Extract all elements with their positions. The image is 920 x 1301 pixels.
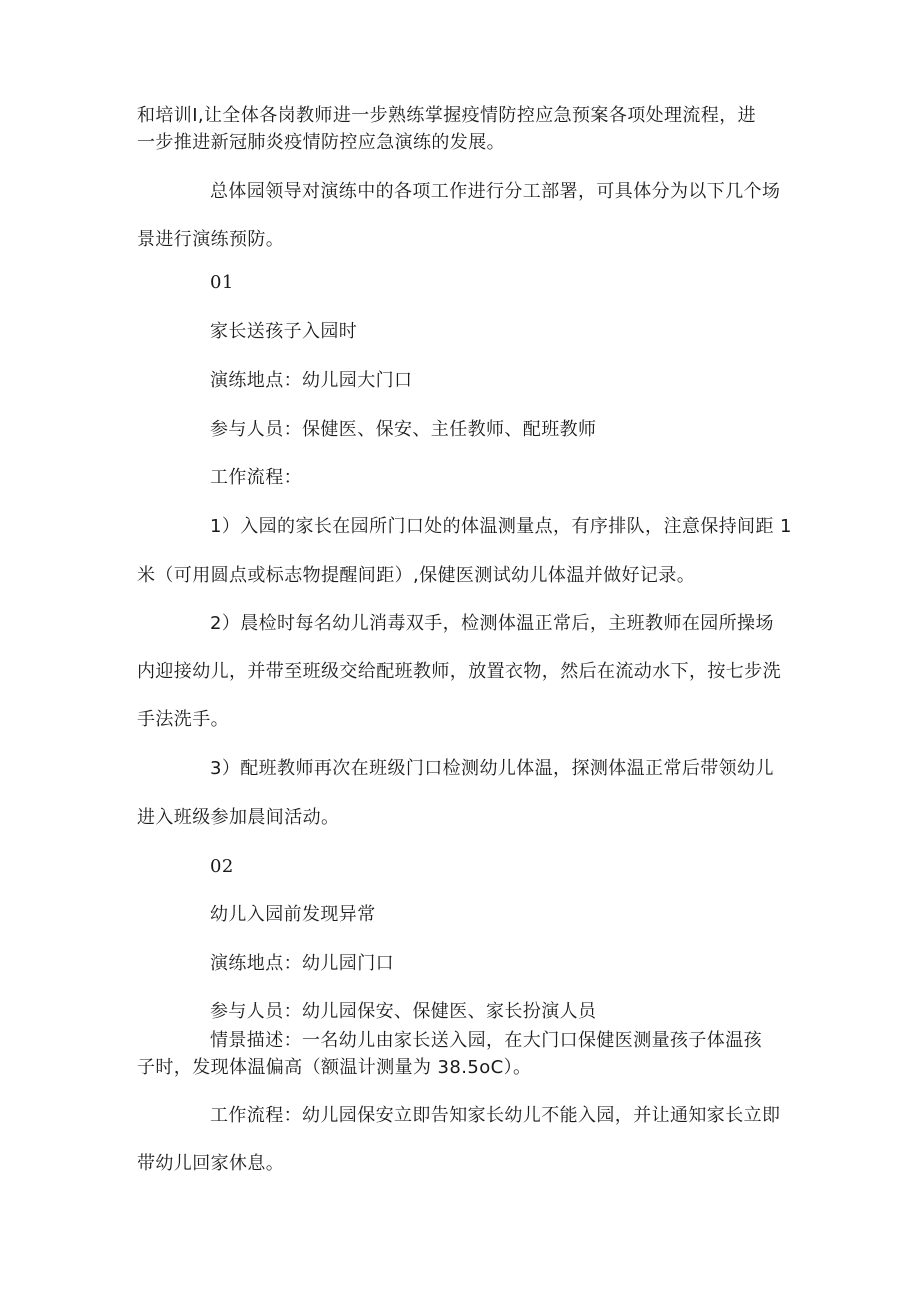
section-2-participants: 参与人员：幼儿园保安、保健医、家长扮演人员: [210, 1001, 597, 1022]
section-1-step-2-line-3: 手法洗手。: [137, 709, 229, 730]
section-1-workflow-label: 工作流程：: [210, 467, 302, 488]
section-1-location: 演练地点：幼儿园大门口: [210, 370, 413, 391]
section-2-workflow-line-1: 工作流程：幼儿园保安立即告知家长幼儿不能入园，并让通知家长立即: [210, 1105, 781, 1126]
section-2-workflow-line-2: 带幼儿回家休息。: [137, 1153, 285, 1174]
intro-line-2: 一步推进新冠肺炎疫情防控应急演练的发展。: [137, 132, 505, 153]
section-1-participants: 参与人员：保健医、保安、主任教师、配班教师: [210, 419, 597, 440]
section-1-step-2-line-2: 内迎接幼儿，并带至班级交给配班教师，放置衣物，然后在流动水下，按七步洗: [137, 661, 781, 682]
section-1-title: 家长送孩子入园时: [210, 321, 358, 342]
section-2-location: 演练地点：幼儿园门口: [210, 953, 394, 974]
section-2-scene-line-1: 情景描述：一名幼儿由家长送入园，在大门口保健医测量孩子体温孩: [210, 1030, 762, 1051]
section-2-title: 幼儿入园前发现异常: [210, 904, 376, 925]
summary-line-2: 景进行演练预防。: [137, 229, 285, 250]
section-1-number: 01: [210, 272, 234, 293]
section-1-step-2-line-1: 2）晨检时每名幼儿消毒双手，检测体温正常后，主班教师在园所操场: [210, 613, 774, 634]
section-2-number: 02: [210, 856, 234, 877]
section-1-step-3-line-2: 进入班级参加晨间活动。: [137, 807, 340, 828]
intro-line-1: 和培训Ⅰ,让全体各岗教师进一步熟练掌握疫情防控应急预案各项处理流程，进: [137, 105, 757, 126]
summary-line-1: 总体园领导对演练中的各项工作进行分工部署，可具体分为以下几个场: [210, 181, 781, 202]
section-1-step-1-line-2: 米（可用圆点或标志物提醒间距）,保健医测试幼儿体温并做好记录。: [137, 565, 696, 586]
section-1-step-3-line-1: 3）配班教师再次在班级门口检测幼儿体温，探测体温正常后带领幼儿: [210, 758, 774, 779]
section-2-scene-line-2: 子时，发现体温偏高（额温计测量为 38.5oC）。: [137, 1057, 532, 1078]
section-1-step-1-line-1: 1）入园的家长在园所门口处的体温测量点，有序排队，注意保持间距 1: [210, 516, 792, 537]
